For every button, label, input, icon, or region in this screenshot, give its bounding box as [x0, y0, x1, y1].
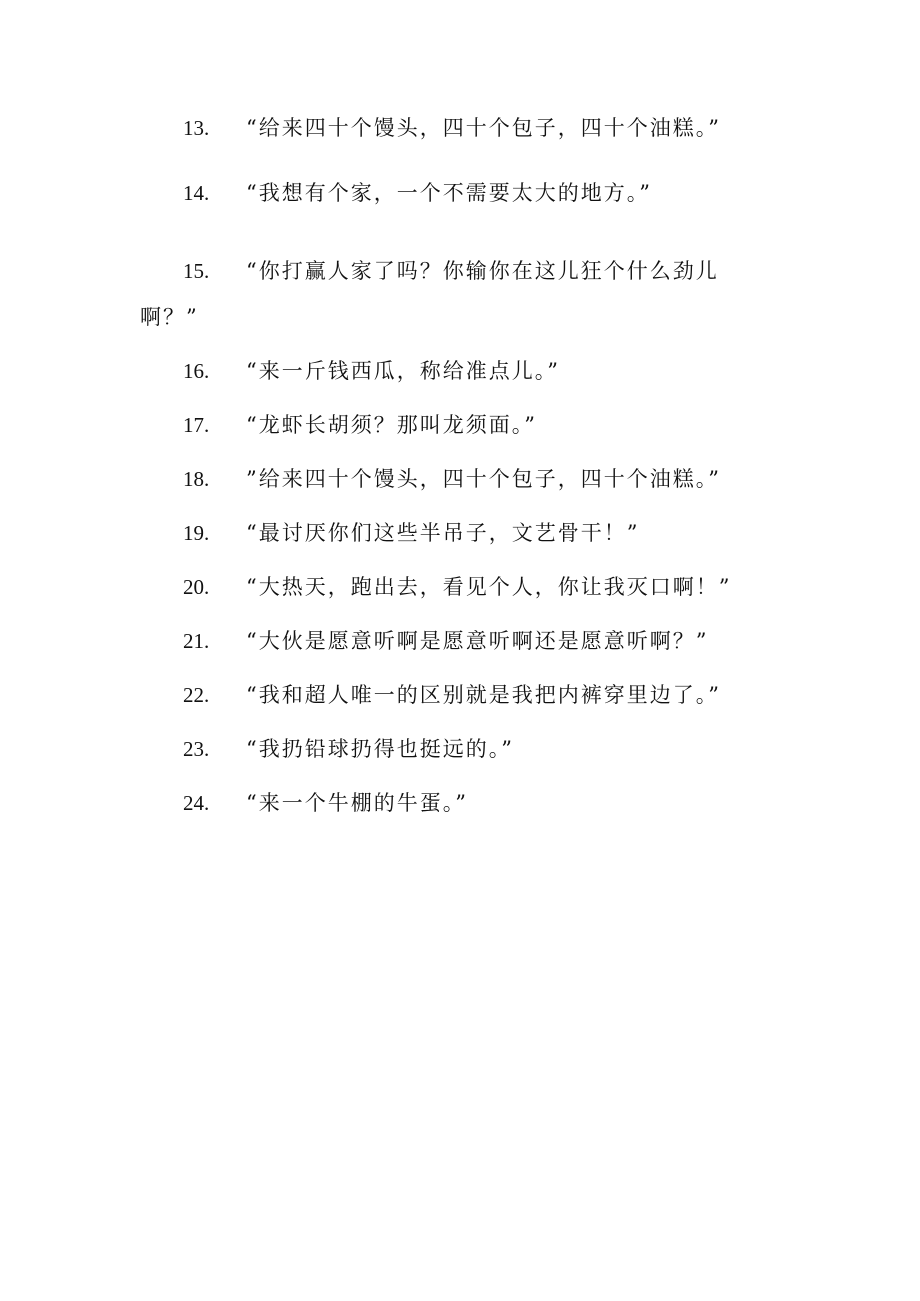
quote-item-16 [140, 348, 780, 394]
quote-item-24 [140, 780, 780, 826]
quote-text: “来一斤钱西瓜，称给准点儿。” [246, 359, 560, 383]
quote-text: “我扔铅球扔得也挺远的。” [246, 737, 514, 761]
item-number: 19. [183, 521, 210, 545]
item-number: 16. [183, 359, 210, 383]
item-number: 17. [183, 413, 210, 437]
quote-text: “最讨厌你们这些半吊子，文艺骨干！” [246, 521, 640, 545]
quote-item-19 [140, 510, 780, 556]
item-number: 20. [183, 575, 210, 599]
quote-text-continuation: 啊？” [140, 305, 199, 329]
quote-text: “我想有个家，一个不需要太大的地方。” [246, 181, 652, 205]
quote-item-15 [140, 248, 780, 340]
quote-text: “你打赢人家了吗？你输你在这儿狂个什么劲儿 [246, 259, 719, 283]
item-number: 22. [183, 683, 210, 707]
quote-item-17 [140, 402, 780, 448]
item-number: 14. [183, 181, 210, 205]
quote-item-13 [140, 105, 780, 151]
quote-text: “大伙是愿意听啊是愿意听啊还是愿意听啊？” [246, 629, 709, 653]
item-number: 15. [183, 259, 210, 283]
quote-text: “给来四十个馒头，四十个包子，四十个油糕。” [246, 116, 721, 140]
quote-text: “我和超人唯一的区别就是我把内裤穿里边了。” [246, 683, 721, 707]
quote-item-20 [140, 564, 780, 610]
quote-text: “龙虾长胡须？那叫龙须面。” [246, 413, 537, 437]
quote-text: ”给来四十个馒头，四十个包子，四十个油糕。” [246, 467, 721, 491]
quote-item-14 [140, 170, 780, 216]
quote-item-23 [140, 726, 780, 772]
item-number: 21. [183, 629, 210, 653]
quote-item-22 [140, 672, 780, 718]
quote-text: “来一个牛棚的牛蛋。” [246, 791, 468, 815]
quote-text: “大热天，跑出去，看见个人，你让我灭口啊！” [246, 575, 732, 599]
item-number: 18. [183, 467, 210, 491]
item-number: 24. [183, 791, 210, 815]
item-number: 23. [183, 737, 210, 761]
quote-item-18 [140, 456, 780, 502]
quote-item-21 [140, 618, 780, 664]
item-number: 13. [183, 116, 210, 140]
